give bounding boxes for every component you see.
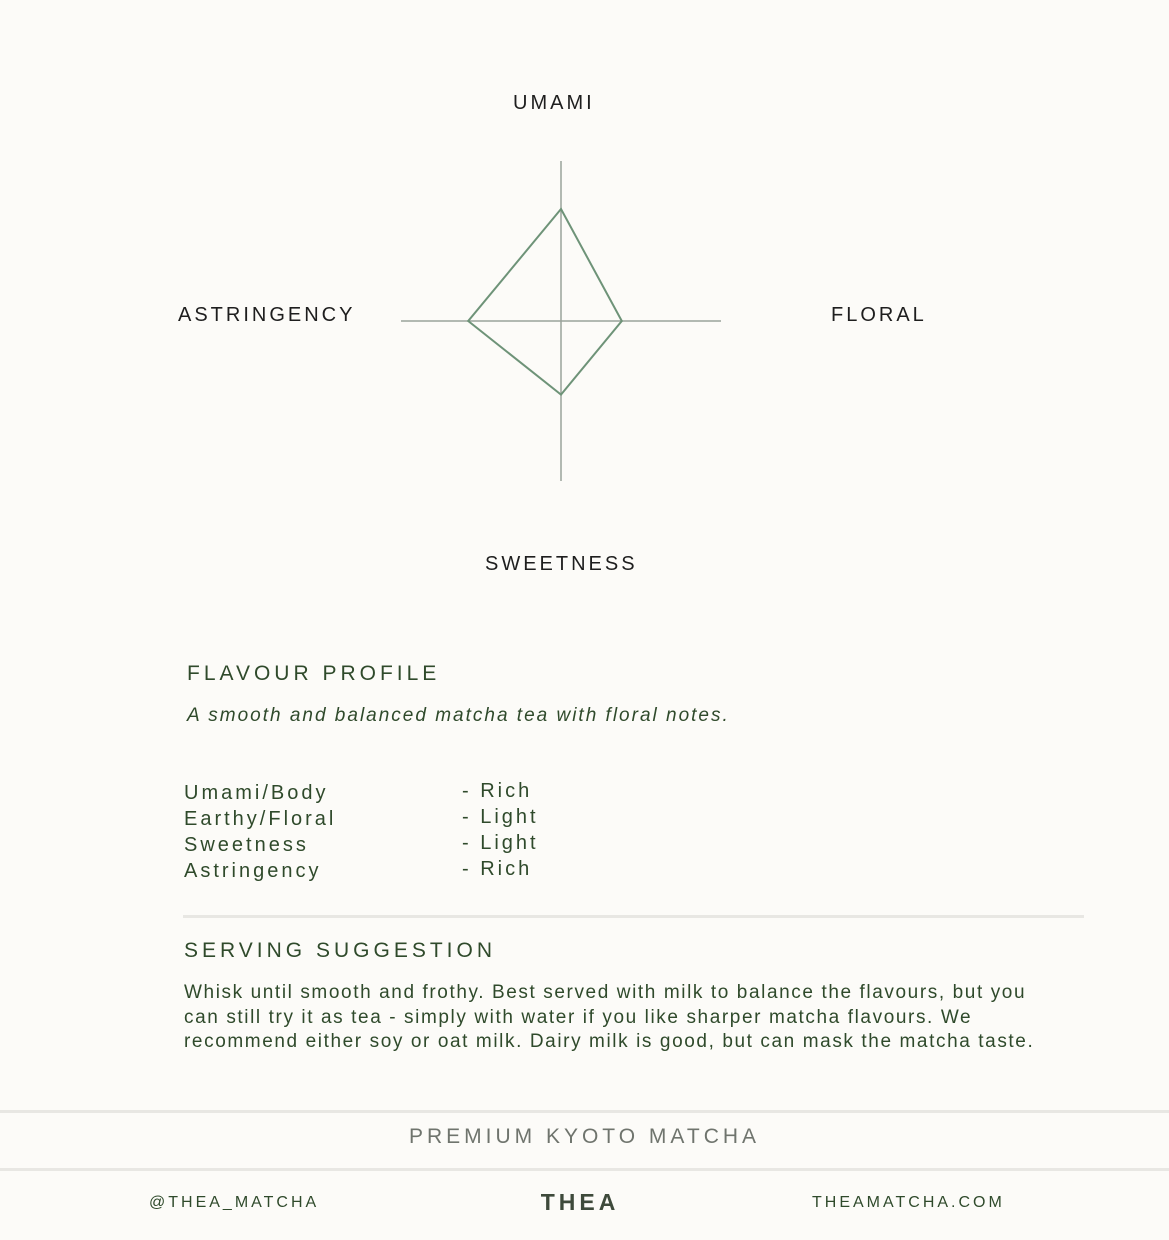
profile-level: - Rich <box>462 858 533 880</box>
profile-row-umami <box>184 780 684 806</box>
radar-point-umami <box>560 208 562 210</box>
profile-row-astringency <box>184 858 684 884</box>
premium-banner: PREMIUM KYOTO MATCHA <box>408 1125 761 1148</box>
radar-point-astringency <box>467 320 469 322</box>
banner-top-divider <box>0 1110 1169 1113</box>
profile-level: - Rich <box>462 780 533 802</box>
profile-row-floral <box>184 806 684 832</box>
profile-name: Astringency <box>184 860 322 882</box>
axis-label-umami: UMAMI <box>513 92 595 114</box>
profile-level: - Light <box>462 832 539 854</box>
radar-point-floral <box>621 320 623 322</box>
instagram-handle[interactable]: @THEA_MATCHA <box>149 1194 320 1211</box>
serving-suggestion-text: Whisk until smooth and frothy. Best served with milk to balance the flavours, but you can still try it as tea - simply with water if you like sharper matcha flavours. We recommend either soy or oat milk. Dairy milk is good, but can mask the matcha taste. <box>184 982 1035 1052</box>
axis-label-sweetness: SWEETNESS <box>485 553 638 575</box>
flavour-profile-table <box>184 780 684 884</box>
profile-row-sweetness <box>184 832 684 858</box>
radar-point-sweetness <box>560 394 562 396</box>
section-divider <box>183 915 1084 918</box>
banner-bottom-divider <box>0 1168 1169 1171</box>
profile-name: Umami/Body <box>184 782 329 804</box>
axis-label-astringency: ASTRINGENCY <box>178 304 356 326</box>
flavour-profile-heading: FLAVOUR PROFILE <box>187 662 441 685</box>
axis-label-floral: FLORAL <box>831 304 927 326</box>
radar-flavour-shape <box>468 209 622 395</box>
profile-name: Earthy/Floral <box>184 808 337 830</box>
website-link[interactable]: THEAMATCHA.COM <box>812 1194 1005 1211</box>
profile-level: - Light <box>462 806 539 828</box>
serving-suggestion-heading: SERVING SUGGESTION <box>184 939 496 962</box>
profile-name: Sweetness <box>184 834 309 856</box>
flavour-tagline: A smooth and balanced matcha tea with floral notes. <box>187 705 730 726</box>
brand-logo-text: THEA <box>540 1189 620 1215</box>
